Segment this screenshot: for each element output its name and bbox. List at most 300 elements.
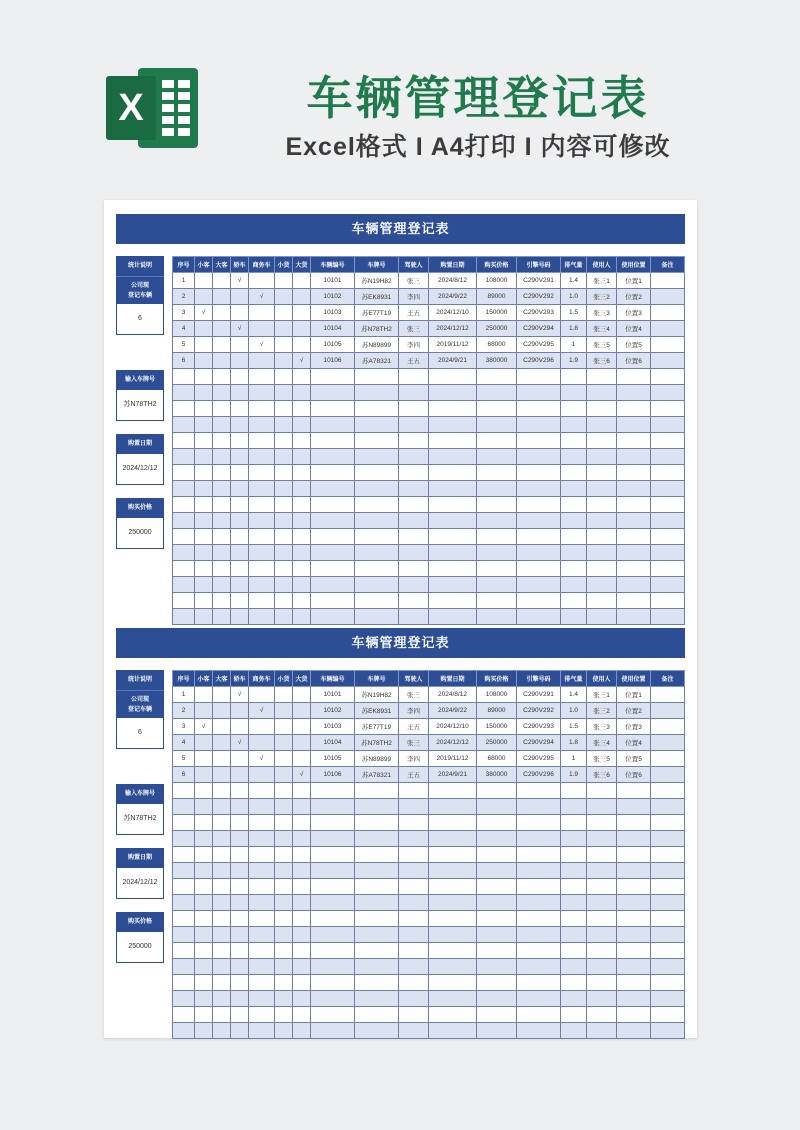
table-cell[interactable] <box>617 449 651 465</box>
table-cell[interactable] <box>561 943 587 959</box>
table-cell[interactable] <box>617 545 651 561</box>
table-cell[interactable] <box>293 959 311 975</box>
info-value[interactable]: 250000 <box>116 932 164 963</box>
table-cell[interactable] <box>477 847 517 863</box>
table-cell[interactable]: 位置5 <box>617 751 651 767</box>
table-cell[interactable] <box>429 911 477 927</box>
table-cell[interactable] <box>293 545 311 561</box>
table-cell[interactable] <box>429 959 477 975</box>
table-cell[interactable] <box>517 417 561 433</box>
table-cell[interactable]: 张三4 <box>587 321 617 337</box>
table-cell[interactable] <box>561 513 587 529</box>
table-cell[interactable]: 2024/9/22 <box>429 289 477 305</box>
table-cell[interactable] <box>617 529 651 545</box>
table-cell[interactable] <box>249 719 275 735</box>
table-cell[interactable] <box>355 847 399 863</box>
table-cell[interactable] <box>275 815 293 831</box>
table-cell[interactable] <box>231 799 249 815</box>
table-cell[interactable] <box>231 337 249 353</box>
table-cell[interactable] <box>231 609 249 625</box>
table-cell[interactable]: 2024/9/21 <box>429 353 477 369</box>
table-cell[interactable]: 10103 <box>311 305 355 321</box>
table-cell[interactable] <box>399 863 429 879</box>
table-cell[interactable] <box>311 991 355 1007</box>
table-cell[interactable] <box>477 911 517 927</box>
table-cell[interactable] <box>651 911 685 927</box>
table-cell[interactable] <box>293 991 311 1007</box>
table-cell[interactable] <box>275 385 293 401</box>
table-cell[interactable] <box>275 337 293 353</box>
table-cell[interactable] <box>195 465 213 481</box>
table-cell[interactable] <box>517 1007 561 1023</box>
table-cell[interactable] <box>311 609 355 625</box>
table-cell[interactable] <box>213 975 231 991</box>
table-cell[interactable] <box>651 513 685 529</box>
table-cell[interactable]: 10101 <box>311 687 355 703</box>
table-cell[interactable] <box>399 1023 429 1039</box>
table-cell[interactable] <box>399 385 429 401</box>
table-cell[interactable] <box>429 593 477 609</box>
table-cell[interactable] <box>311 863 355 879</box>
table-cell[interactable] <box>517 927 561 943</box>
table-cell[interactable] <box>195 751 213 767</box>
table-cell[interactable] <box>561 433 587 449</box>
table-cell[interactable] <box>561 847 587 863</box>
table-cell[interactable] <box>231 593 249 609</box>
table-cell[interactable] <box>275 991 293 1007</box>
table-cell[interactable] <box>249 561 275 577</box>
table-cell[interactable] <box>561 975 587 991</box>
table-cell[interactable] <box>213 719 231 735</box>
table-cell[interactable] <box>311 1007 355 1023</box>
table-cell[interactable] <box>195 337 213 353</box>
table-cell[interactable] <box>477 831 517 847</box>
table-cell[interactable] <box>651 863 685 879</box>
table-cell[interactable] <box>231 719 249 735</box>
table-cell[interactable] <box>429 927 477 943</box>
table-cell[interactable] <box>195 847 213 863</box>
table-cell[interactable]: 张三4 <box>587 735 617 751</box>
table-cell[interactable] <box>195 321 213 337</box>
table-cell[interactable] <box>275 719 293 735</box>
table-cell[interactable] <box>429 561 477 577</box>
table-cell[interactable] <box>213 799 231 815</box>
table-cell[interactable] <box>231 911 249 927</box>
table-cell[interactable] <box>231 385 249 401</box>
table-cell[interactable] <box>561 815 587 831</box>
table-cell[interactable]: C290V293 <box>517 719 561 735</box>
table-cell[interactable] <box>587 417 617 433</box>
table-cell[interactable]: 150000 <box>477 305 517 321</box>
table-cell[interactable] <box>213 959 231 975</box>
table-cell[interactable]: 位置3 <box>617 305 651 321</box>
table-cell[interactable] <box>275 847 293 863</box>
table-cell[interactable] <box>173 369 195 385</box>
table-cell[interactable] <box>173 497 195 513</box>
table-cell[interactable] <box>651 1007 685 1023</box>
table-cell[interactable] <box>195 433 213 449</box>
table-cell[interactable]: 李四 <box>399 703 429 719</box>
table-cell[interactable] <box>429 783 477 799</box>
table-cell[interactable]: 68000 <box>477 751 517 767</box>
table-cell[interactable]: C290V292 <box>517 703 561 719</box>
table-cell[interactable] <box>651 815 685 831</box>
table-cell[interactable] <box>561 1007 587 1023</box>
table-cell[interactable] <box>231 289 249 305</box>
table-cell[interactable] <box>249 417 275 433</box>
table-cell[interactable] <box>651 895 685 911</box>
table-cell[interactable] <box>617 911 651 927</box>
table-cell[interactable] <box>249 927 275 943</box>
table-cell[interactable] <box>275 975 293 991</box>
table-cell[interactable] <box>275 545 293 561</box>
table-cell[interactable] <box>213 369 231 385</box>
table-cell[interactable] <box>195 609 213 625</box>
table-cell[interactable] <box>617 943 651 959</box>
table-cell[interactable] <box>399 577 429 593</box>
table-cell[interactable] <box>517 465 561 481</box>
table-cell[interactable] <box>173 609 195 625</box>
table-cell[interactable]: 2024/12/10 <box>429 719 477 735</box>
table-cell[interactable] <box>561 879 587 895</box>
table-cell[interactable] <box>561 401 587 417</box>
table-cell[interactable] <box>293 417 311 433</box>
table-cell[interactable]: 10101 <box>311 273 355 289</box>
table-cell[interactable] <box>249 895 275 911</box>
table-cell[interactable] <box>275 593 293 609</box>
table-cell[interactable] <box>651 927 685 943</box>
table-cell[interactable] <box>293 943 311 959</box>
table-cell[interactable] <box>173 975 195 991</box>
table-cell[interactable] <box>275 401 293 417</box>
table-cell[interactable] <box>355 783 399 799</box>
table-cell[interactable] <box>561 369 587 385</box>
table-cell[interactable] <box>355 911 399 927</box>
table-cell[interactable] <box>651 321 685 337</box>
table-cell[interactable] <box>651 337 685 353</box>
table-cell[interactable] <box>231 305 249 321</box>
table-cell[interactable] <box>561 783 587 799</box>
table-cell[interactable]: 张三2 <box>587 703 617 719</box>
table-cell[interactable] <box>213 911 231 927</box>
table-cell[interactable] <box>293 337 311 353</box>
table-cell[interactable]: 89000 <box>477 703 517 719</box>
table-cell[interactable] <box>173 863 195 879</box>
table-cell[interactable] <box>587 1023 617 1039</box>
table-cell[interactable] <box>651 767 685 783</box>
table-cell[interactable] <box>249 497 275 513</box>
table-cell[interactable] <box>399 783 429 799</box>
table-cell[interactable]: 苏EK8931 <box>355 703 399 719</box>
table-cell[interactable]: 张三5 <box>587 751 617 767</box>
table-cell[interactable] <box>195 417 213 433</box>
table-cell[interactable] <box>399 815 429 831</box>
table-cell[interactable] <box>587 545 617 561</box>
table-cell[interactable] <box>293 687 311 703</box>
table-cell[interactable] <box>355 609 399 625</box>
table-cell[interactable] <box>477 991 517 1007</box>
table-cell[interactable] <box>249 799 275 815</box>
table-cell[interactable] <box>213 751 231 767</box>
table-cell[interactable] <box>399 831 429 847</box>
table-cell[interactable] <box>249 1023 275 1039</box>
table-cell[interactable] <box>399 513 429 529</box>
table-cell[interactable]: 位置4 <box>617 735 651 751</box>
table-cell[interactable] <box>249 863 275 879</box>
table-cell[interactable] <box>355 943 399 959</box>
table-cell[interactable] <box>617 1023 651 1039</box>
table-cell[interactable] <box>173 385 195 401</box>
table-cell[interactable] <box>617 783 651 799</box>
table-cell[interactable] <box>399 433 429 449</box>
table-cell[interactable] <box>275 481 293 497</box>
table-cell[interactable] <box>429 943 477 959</box>
table-cell[interactable] <box>617 433 651 449</box>
table-cell[interactable] <box>213 433 231 449</box>
table-cell[interactable] <box>617 481 651 497</box>
table-cell[interactable] <box>173 481 195 497</box>
table-cell[interactable] <box>561 911 587 927</box>
table-cell[interactable] <box>213 735 231 751</box>
table-cell[interactable] <box>429 991 477 1007</box>
table-cell[interactable] <box>249 449 275 465</box>
table-cell[interactable] <box>213 401 231 417</box>
table-cell[interactable] <box>195 911 213 927</box>
table-cell[interactable] <box>651 703 685 719</box>
table-cell[interactable]: 1.5 <box>561 305 587 321</box>
table-cell[interactable] <box>195 943 213 959</box>
table-cell[interactable] <box>311 927 355 943</box>
table-cell[interactable] <box>517 545 561 561</box>
table-cell[interactable] <box>275 577 293 593</box>
table-cell[interactable]: 1.9 <box>561 353 587 369</box>
table-cell[interactable] <box>587 577 617 593</box>
table-cell[interactable] <box>651 449 685 465</box>
table-cell[interactable] <box>249 831 275 847</box>
table-cell[interactable] <box>399 609 429 625</box>
table-cell[interactable] <box>249 609 275 625</box>
table-cell[interactable] <box>275 895 293 911</box>
table-cell[interactable] <box>173 593 195 609</box>
table-cell[interactable] <box>275 735 293 751</box>
table-cell[interactable] <box>249 991 275 1007</box>
table-cell[interactable]: 2024/8/12 <box>429 273 477 289</box>
table-cell[interactable]: C290V292 <box>517 289 561 305</box>
table-cell[interactable] <box>617 959 651 975</box>
table-cell[interactable]: 张三2 <box>587 289 617 305</box>
table-cell[interactable] <box>249 879 275 895</box>
table-cell[interactable]: 王五 <box>399 353 429 369</box>
table-cell[interactable] <box>293 1007 311 1023</box>
table-cell[interactable] <box>561 593 587 609</box>
table-cell[interactable] <box>355 593 399 609</box>
table-cell[interactable] <box>355 991 399 1007</box>
table-cell[interactable]: C290V294 <box>517 735 561 751</box>
table-cell[interactable] <box>195 895 213 911</box>
table-cell[interactable] <box>249 815 275 831</box>
table-cell[interactable] <box>275 783 293 799</box>
table-cell[interactable] <box>195 385 213 401</box>
table-cell[interactable]: 1.8 <box>561 321 587 337</box>
table-cell[interactable]: √ <box>231 273 249 289</box>
table-cell[interactable] <box>213 449 231 465</box>
table-cell[interactable] <box>617 465 651 481</box>
table-cell[interactable] <box>275 449 293 465</box>
table-cell[interactable] <box>231 497 249 513</box>
table-cell[interactable] <box>429 1023 477 1039</box>
table-cell[interactable] <box>275 433 293 449</box>
table-cell[interactable] <box>213 1023 231 1039</box>
table-cell[interactable] <box>249 433 275 449</box>
table-cell[interactable] <box>617 879 651 895</box>
table-cell[interactable] <box>617 1007 651 1023</box>
table-cell[interactable] <box>399 959 429 975</box>
table-cell[interactable] <box>561 561 587 577</box>
table-cell[interactable]: 张三 <box>399 273 429 289</box>
table-cell[interactable]: 380000 <box>477 767 517 783</box>
table-cell[interactable]: C290V295 <box>517 337 561 353</box>
table-cell[interactable] <box>275 767 293 783</box>
table-cell[interactable]: 2019/11/12 <box>429 337 477 353</box>
table-cell[interactable]: 250000 <box>477 735 517 751</box>
table-cell[interactable] <box>651 751 685 767</box>
table-cell[interactable] <box>249 577 275 593</box>
table-cell[interactable] <box>651 1023 685 1039</box>
table-cell[interactable] <box>651 305 685 321</box>
table-cell[interactable] <box>355 385 399 401</box>
table-cell[interactable] <box>429 529 477 545</box>
table-cell[interactable] <box>311 481 355 497</box>
table-cell[interactable] <box>275 687 293 703</box>
table-cell[interactable]: 6 <box>173 353 195 369</box>
table-cell[interactable] <box>617 863 651 879</box>
table-cell[interactable]: 张三1 <box>587 687 617 703</box>
table-cell[interactable] <box>275 831 293 847</box>
table-cell[interactable] <box>293 305 311 321</box>
table-cell[interactable]: 1.0 <box>561 703 587 719</box>
table-cell[interactable]: 2019/11/12 <box>429 751 477 767</box>
table-cell[interactable]: 张三1 <box>587 273 617 289</box>
table-cell[interactable] <box>399 465 429 481</box>
table-cell[interactable] <box>429 609 477 625</box>
table-cell[interactable] <box>311 943 355 959</box>
table-cell[interactable]: 4 <box>173 735 195 751</box>
table-cell[interactable] <box>517 481 561 497</box>
table-cell[interactable] <box>561 481 587 497</box>
table-cell[interactable] <box>213 385 231 401</box>
table-cell[interactable] <box>213 337 231 353</box>
table-cell[interactable] <box>355 433 399 449</box>
table-cell[interactable] <box>561 799 587 815</box>
table-cell[interactable] <box>355 529 399 545</box>
table-cell[interactable]: 108000 <box>477 273 517 289</box>
table-cell[interactable] <box>517 879 561 895</box>
table-cell[interactable] <box>249 369 275 385</box>
table-cell[interactable] <box>173 831 195 847</box>
table-cell[interactable] <box>517 433 561 449</box>
table-cell[interactable] <box>293 561 311 577</box>
table-cell[interactable] <box>195 735 213 751</box>
table-cell[interactable] <box>311 1023 355 1039</box>
table-cell[interactable] <box>293 497 311 513</box>
table-cell[interactable] <box>293 433 311 449</box>
table-cell[interactable] <box>231 545 249 561</box>
table-cell[interactable] <box>429 417 477 433</box>
table-cell[interactable] <box>651 975 685 991</box>
table-cell[interactable] <box>477 561 517 577</box>
table-cell[interactable] <box>195 529 213 545</box>
table-cell[interactable] <box>249 401 275 417</box>
table-cell[interactable] <box>249 911 275 927</box>
table-cell[interactable] <box>231 847 249 863</box>
table-cell[interactable] <box>213 847 231 863</box>
table-cell[interactable] <box>249 481 275 497</box>
table-cell[interactable] <box>517 449 561 465</box>
table-cell[interactable] <box>399 847 429 863</box>
table-cell[interactable] <box>429 895 477 911</box>
table-cell[interactable] <box>213 815 231 831</box>
table-cell[interactable] <box>311 497 355 513</box>
table-cell[interactable] <box>399 401 429 417</box>
table-cell[interactable] <box>429 815 477 831</box>
table-cell[interactable] <box>293 401 311 417</box>
table-cell[interactable] <box>355 927 399 943</box>
table-cell[interactable] <box>355 401 399 417</box>
table-cell[interactable] <box>231 577 249 593</box>
table-cell[interactable] <box>311 975 355 991</box>
table-cell[interactable] <box>275 927 293 943</box>
table-cell[interactable] <box>311 513 355 529</box>
table-cell[interactable] <box>651 783 685 799</box>
table-cell[interactable]: 苏N89899 <box>355 751 399 767</box>
table-cell[interactable] <box>587 385 617 401</box>
table-cell[interactable] <box>275 751 293 767</box>
table-cell[interactable]: 380000 <box>477 353 517 369</box>
table-cell[interactable] <box>231 783 249 799</box>
table-cell[interactable] <box>275 321 293 337</box>
table-cell[interactable]: 王五 <box>399 719 429 735</box>
table-cell[interactable] <box>293 465 311 481</box>
table-cell[interactable] <box>587 593 617 609</box>
table-cell[interactable] <box>173 991 195 1007</box>
table-cell[interactable] <box>173 895 195 911</box>
table-cell[interactable] <box>355 895 399 911</box>
table-cell[interactable] <box>517 609 561 625</box>
table-cell[interactable] <box>477 879 517 895</box>
table-cell[interactable] <box>249 273 275 289</box>
table-cell[interactable]: 1.4 <box>561 273 587 289</box>
table-cell[interactable] <box>429 465 477 481</box>
table-cell[interactable] <box>399 529 429 545</box>
table-cell[interactable] <box>195 1007 213 1023</box>
table-cell[interactable] <box>617 577 651 593</box>
table-cell[interactable] <box>249 529 275 545</box>
table-cell[interactable] <box>429 481 477 497</box>
table-cell[interactable] <box>311 911 355 927</box>
table-cell[interactable]: 1.5 <box>561 719 587 735</box>
table-cell[interactable] <box>231 449 249 465</box>
table-cell[interactable] <box>173 433 195 449</box>
table-cell[interactable] <box>311 815 355 831</box>
table-cell[interactable] <box>173 1007 195 1023</box>
table-cell[interactable] <box>195 687 213 703</box>
table-cell[interactable] <box>213 783 231 799</box>
table-cell[interactable] <box>195 767 213 783</box>
table-cell[interactable] <box>275 369 293 385</box>
table-cell[interactable] <box>429 401 477 417</box>
table-cell[interactable] <box>561 545 587 561</box>
table-cell[interactable] <box>477 959 517 975</box>
